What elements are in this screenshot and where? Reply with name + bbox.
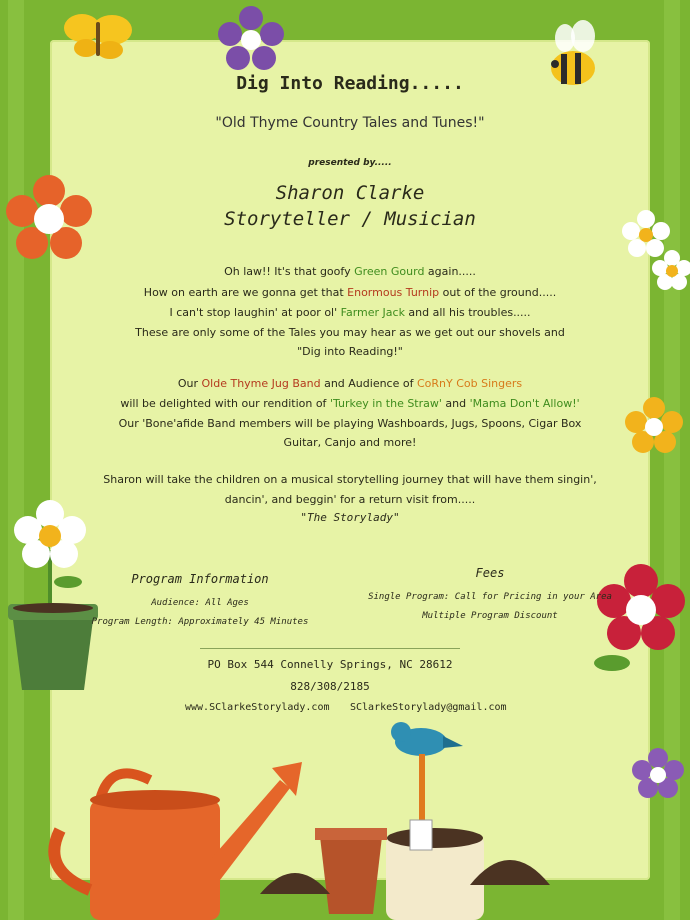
fees-multiple: Multiple Program Discount — [422, 611, 558, 621]
p3-line2: dancin', and beggin' for a return visit from..... — [224, 493, 476, 506]
program-info-heading: Program Information — [131, 572, 269, 586]
enormous-turnip-highlight: Enormous Turnip — [347, 286, 440, 299]
p2-line4: Guitar, Canjo and more! — [283, 436, 417, 449]
corny-cob-highlight: CoRnY Cob Singers — [416, 377, 523, 390]
contact-address: PO Box 544 Connelly Springs, NC 28612 — [207, 658, 453, 671]
purple-flower-icon — [218, 6, 284, 72]
mama-dont-allow-highlight: 'Mama Don't Allow!' — [469, 397, 580, 410]
flyer-subtitle: "Old Thyme Country Tales and Tunes!" — [215, 115, 485, 131]
performer-name: Sharon Clarke — [275, 182, 425, 204]
white-flower-small-icon — [652, 250, 690, 290]
p2-line2: will be delighted with our rendition of 'Turkey in the Straw' and 'Mama Don't Allow!' — [120, 397, 580, 410]
p3-line3: "The Storylady" — [300, 511, 400, 524]
purple-flower-small-icon — [632, 748, 684, 800]
contact-phone: 828/308/2185 — [290, 680, 370, 693]
p3-line1: Sharon will take the children on a musical storytelling journey that will have them singin', — [103, 473, 597, 486]
butterfly-icon — [60, 8, 140, 68]
green-gourd-highlight: Green Gourd — [354, 265, 425, 278]
presented-by: presented by..... — [308, 158, 392, 168]
contact-website[interactable]: www.SClarkeStorylady.com — [185, 702, 330, 713]
turkey-straw-highlight: 'Turkey in the Straw' — [329, 397, 442, 410]
performer-role: Storyteller / Musician — [224, 208, 476, 230]
contact-email[interactable]: SClarkeStorylady@gmail.com — [350, 702, 507, 713]
p1-line1: Oh law!! It's that goofy Green Gourd again..... — [224, 265, 476, 278]
p2-line3: Our 'Bone'afide Band members will be playing Washboards, Jugs, Spoons, Cigar Box — [118, 417, 582, 430]
soil-mound-left-icon — [260, 860, 330, 894]
flyer-title: Dig Into Reading..... — [236, 73, 464, 94]
bird-on-stick-icon — [385, 716, 465, 836]
farmer-jack-highlight: Farmer Jack — [340, 306, 405, 319]
jug-band-highlight: Olde Thyme Jug Band — [201, 377, 321, 390]
p1-line4: These are only some of the Tales you may hear as we get out our shovels and — [135, 326, 565, 339]
p2-line1: Our Olde Thyme Jug Band and Audience of CoRnY Cob Singers — [177, 377, 523, 390]
program-length: Program Length: Approximately 45 Minutes — [91, 617, 309, 627]
fees-heading: Fees — [475, 566, 505, 580]
soil-mound-icon — [470, 845, 550, 885]
p1-line5: "Dig into Reading!" — [297, 345, 403, 358]
program-audience: Audience: All Ages — [151, 598, 249, 608]
p1-line3: I can't stop laughin' at poor ol' Farmer Jack and all his troubles..... — [169, 306, 531, 319]
fees-single: Single Program: Call for Pricing in your Area — [368, 592, 612, 602]
divider — [200, 648, 460, 649]
p1-line2: How on earth are we gonna get that Enormous Turnip out of the ground..... — [143, 286, 557, 299]
